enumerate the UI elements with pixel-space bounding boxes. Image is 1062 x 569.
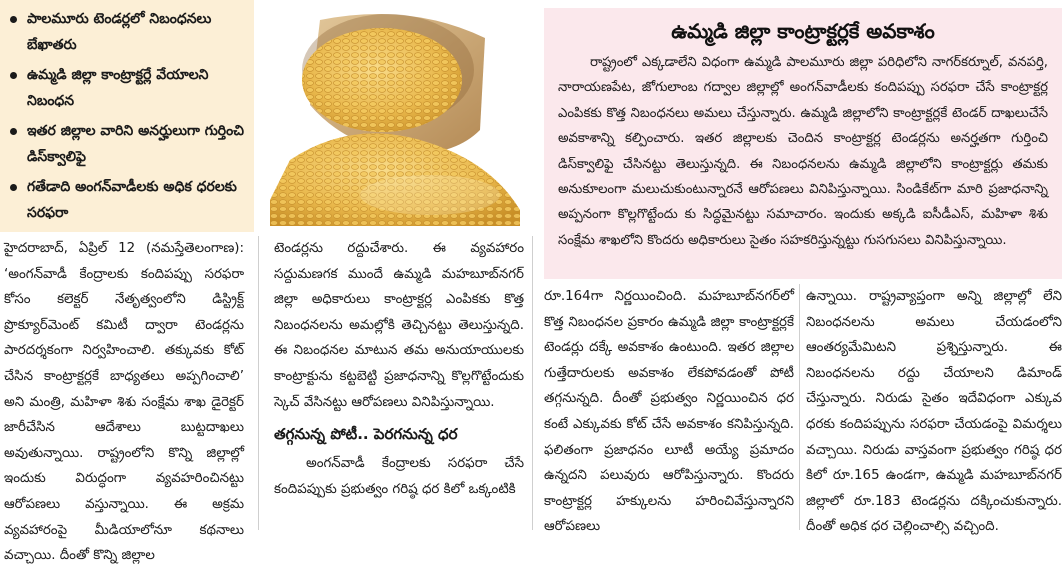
column-divider: [799, 284, 800, 530]
highlight-text: పాలమూరు టెండర్లలో నిబంధనలు బేఖాతరు: [27, 11, 212, 53]
article-column-3: [544, 284, 794, 535]
column-2-text: టెండర్లను రద్దుచేశారు. ఈ వ్యవహారం సద్దుమణగక ముందే ఉమ్మడి మహబూబ్‌నగర్ జిల్లా అధికారులు కాంట్రాక్టర్ల ఎంపికకు కొత్త నిబంధనలను అమల్లోకి తెచ్చినట్టు తెలుస్తున్నది. ఈ నిబంధనల మాటున తమ అనుయాయులకు కాంట్రాక్టును కట్టబెట్టి ప్రజాధనాన్ని కొల్లగొట్టేందుకు స్కెచ్ వేసినట్టు ఆరోపణలు వినిపిస్తున్నాయి.: [274, 241, 524, 410]
article-column-1: [4, 236, 244, 564]
bullet-icon: [10, 16, 17, 23]
column-3-text: రూ.164గా నిర్ణయించింది. మహబూబ్‌నగర్‌లో కొత్త నిబంధనల ప్రకారం ఉమ్మడి జిల్లా కాంట్రాక్టర్లకే టెండర్లు దక్కే అవకాశం ఉంటుంది. ఇతర జిల్లాల గుత్తేదారులకు అవకాశం లేకపోవడంతో పోటీ తగ్గనున్నది. దీంతో ప్రభుత్వం నిర్ణయించిన ధర కంటే ఎక్కువకు కోట్ చేసే అవకాశం కనిపిస్తున్నది. ఫలితంగా ప్రజాధనం లూటీ అయ్యే ప్రమాదం ఉన్నదని పలువురు ఆరోపిస్తున్నారు. కొందరు కాంట్రాక్టర్ల హక్కులను హరించివేస్తున్నారని ఆరోపణలు: [544, 289, 794, 535]
bullet-icon: [10, 128, 17, 135]
highlight-item: [10, 6, 246, 58]
column-4-text: ఉన్నాయి. రాష్ట్రవ్యాప్తంగా అన్ని జిల్లాల్లో లేని నిబంధనలను అమలు చేయడంలోని ఆంతర్యమేమిటని ప్రశ్నిస్తున్నారు. ఈ నిబంధనలను రద్దు చేయాలని డిమాండ్ చేస్తున్నారు. నిరుడు సైతం ఇదేవిధంగా ఎక్కువ ధరకు కందిపప్పును సరఫరా చేయడంపై విమర్శలు వచ్చాయి. నిరుడు వాస్తవంగా ప్రభుత్వం గరిష్ఠ ధర కిలో రూ.165 ఉండగా, ఉమ్మడి మహబూబ్‌నగర్ జిల్లాలో రూ.183 టెండర్లను దక్కించుకున్నారు. దీంతో అధిక ధర చెల్లించాల్సి వచ్చింది.: [806, 289, 1062, 535]
highlight-text: ఇతర జిల్లాల వారిని అనర్హులుగా గుర్తించి డిస్‌క్వాలిఫై: [27, 123, 244, 165]
subheading: తగ్గనున్న పోటీ.. పెరగనున్న ధర: [274, 425, 458, 444]
highlight-box: [544, 8, 1062, 279]
box-paragraph: రాష్ట్రంలో ఎక్కడాలేని విధంగా ఉమ్మడి పాలమూరు జిల్లా పరిధిలోని నాగర్‌కర్నూల్, వనపర్తి, నారాయణపేట, జోగులాంబ గద్వాల జిల్లాల్లో అంగన్‌వాడీలకు కందిపప్పు సరఫరా చేసే కాంట్రాక్టర్ల ఎంపికకు కొత్త నిబంధనలు అమలు చేస్తున్నారు. ఉమ్మడి జిల్లాలోని కాంట్రాక్టర్లకే టెండర్ దాఖలుచేసే అవకాశాన్ని కల్పించారు. ఇతర జిల్లాలకు చెందిన కాంట్రాక్టర్ల టెండర్లను అనర్హతగా గుర్తించి డిస్‌క్వాలిఫై చేసినట్టు తెలుస్తున్నది. ఈ నిబంధనలను ఉమ్మడి జిల్లాలోని కాంట్రాక్టర్లు తమకు అనుకూలంగా మలుచుకుంటున్నారనే ఆరోపణలు వినిపిస్తున్నాయి. సిండికేట్‌గా మారి ప్రజాధనాన్ని అప్పనంగా కొల్లగొట్టేందు కు సిద్ధమైనట్టు సమాచారం. ఇందుకు అక్కడి ఐసీడీఎస్, మహిళా శిశు సంక్షేమ శాఖలోని కొందరు అధికారులు సైతం సహకరిస్తున్నట్టు గుసగుసలు వినిపిస్తున్నాయి.: [558, 55, 1048, 248]
article-column-4: [806, 284, 1062, 535]
column-divider: [258, 236, 259, 530]
highlight-text: గతేడాది అంగన్‌వాడీలకు అధిక ధరలకు సరఫరా: [27, 179, 237, 221]
box-headline: ఉమ్మడి జిల్లా కాంట్రాక్టర్లకే అవకాశం: [671, 19, 935, 43]
column-1-text: హైదరాబాద్, ఏప్రిల్ 12 (నమస్తేతెలంగాణ): ‘అంగన్‌వాడీ కేంద్రాలకు కందిపప్పు సరఫరా కోసం కలెక్టర్ నేతృత్వంలోని డిస్ట్రిక్ట్ ప్రొక్యూర్‌మెంట్ కమిటీ ద్వారా టెండర్లను పారదర్శకంగా నిర్వహించాలి. తక్కువకు కోట్ చేసిన కాంట్రాక్టర్లకే బాధ్యతలు అప్పగించాలి’ అని మంత్రి, మహిళా శిశు సంక్షేమ శాఖ డైరెక్టర్ జారీచేసిన ఆదేశాలు బుట్టదాఖలు అవుతున్నాయి. రాష్ట్రంలోని కొన్ని జిల్లాల్లో ఇందుకు విరుద్ధంగా వ్యవహరించినట్టు ఆరోపణలు వస్తున్నాయి. ఈ అక్రమ వ్యవహారంపై మీడియాలోనూ కథనాలు వచ్చాయి. దీంతో కొన్ని జిల్లాల: [4, 241, 244, 564]
highlight-item: [10, 118, 246, 170]
highlight-item: [10, 174, 246, 226]
highlights-box: [0, 0, 254, 232]
bullet-icon: [10, 184, 17, 191]
article-column-2: [274, 236, 524, 530]
column-2-continued-text: అంగన్‌వాడీ కేంద్రాలకు సరఫరా చేసే కందిపప్పుకు ప్రభుత్వం గరిష్ఠ ధర కిలో ఒక్కంటికి: [274, 456, 524, 497]
column-divider: [532, 236, 533, 530]
highlight-text: ఉమ్మడి జిల్లా కాంట్రాక్టర్లే వేయాలని నిబంధన: [27, 67, 209, 109]
highlight-item: [10, 62, 246, 114]
lentils-illustration: [270, 10, 524, 226]
bullet-icon: [10, 72, 17, 79]
lentils-photo: [270, 10, 524, 226]
